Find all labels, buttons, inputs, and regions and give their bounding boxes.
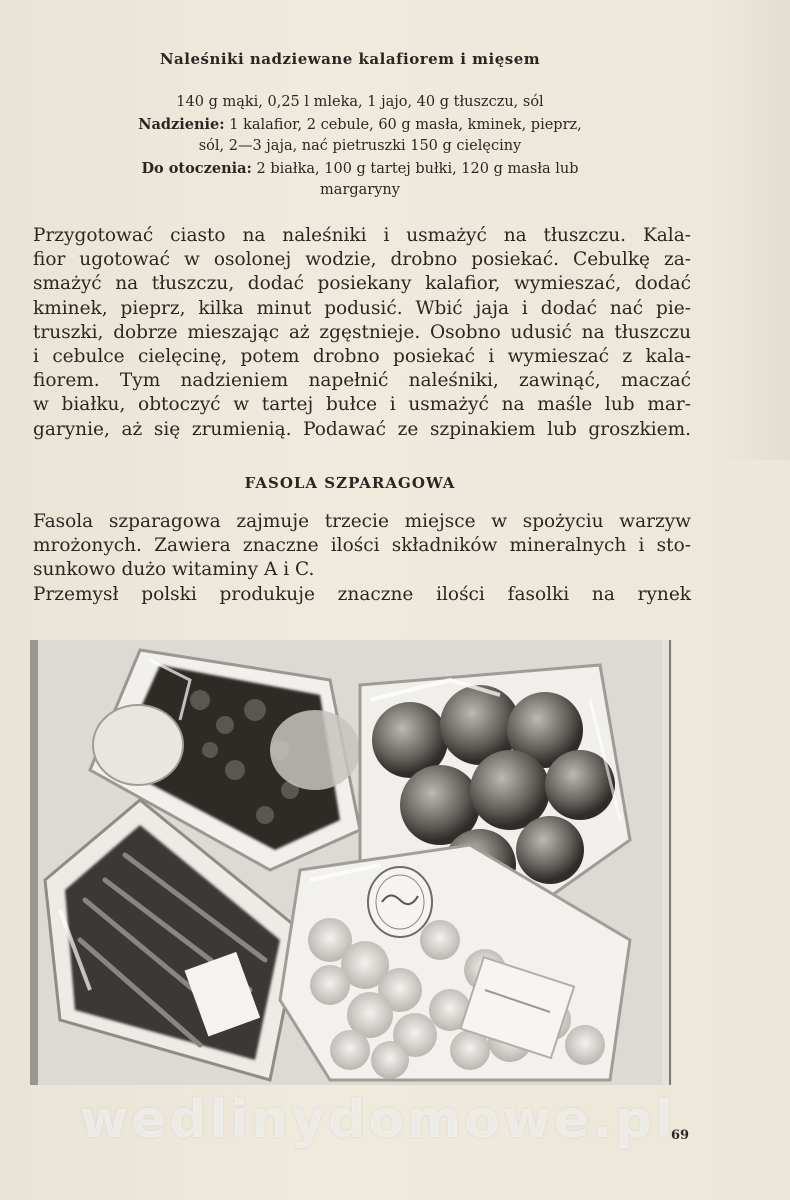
ingredients-line: 140 g mąki, 0,25 l mleka, 1 jajo, 40 g tłuszczu, sól: [176, 94, 544, 110]
instruction-line: truszki, dobrze mieszając aż zgęstnieje. Osobno udusić na tłuszczu: [33, 321, 691, 343]
coating-text-1: 2 białka, 100 g tartej bułki, 120 g masła lub: [256, 160, 579, 177]
instruction-line: fior ugotować w osolonej wodzie, drobno posiekać. Cebulkę za-: [33, 249, 691, 271]
instruction-line: fiorem. Tym nadzieniem napełnić naleśniki, zawinąć, maczać: [33, 370, 691, 392]
filling-line-2: sól, 2—3 jaja, nać pietruszki 150 g cielęciny: [198, 138, 522, 154]
instruction-line: i cebulce cielęcinę, potem drobno posiekać i wymieszać z kala-: [33, 346, 691, 368]
watermark: wedlinydomowe.pl: [80, 1090, 677, 1150]
page-number: 69: [671, 1128, 690, 1143]
coating-line-1: [60, 158, 660, 181]
coating-line-2: margaryny: [320, 182, 400, 198]
instruction-line: w białku, obtoczyć w tartej bułce i usmażyć na maśle lub mar-: [33, 394, 691, 416]
section-heading: FASOLA SZPARAGOWA: [244, 474, 456, 492]
filling-line-1: [60, 114, 660, 137]
photo-illustration: [30, 640, 672, 1085]
paragraph-line: Przemysł polski produkuje znaczne ilości fasolki na rynek: [33, 583, 691, 605]
instruction-line: garynie, aż się zrumienią. Podawać ze szpinakiem lub groszkiem.: [33, 418, 691, 440]
paragraph-line: Fasola szparagowa zajmuje trzecie miejsce w spożyciu warzyw: [33, 511, 691, 532]
instruction-line: smażyć na tłuszczu, dodać posiekany kalafior, wymieszać, dodać: [33, 273, 691, 295]
instruction-line: kminek, pieprz, kilka minut podusić. Wbić jaja i dodać nać pie-: [33, 297, 691, 319]
paragraph-line: sunkowo dużo witaminy A i C.: [33, 559, 315, 581]
instruction-line: Przygotować ciasto na naleśniki i usmażyć na tłuszczu. Kala-: [33, 225, 691, 246]
coating-label: Do otoczenia:: [141, 159, 252, 177]
section-paragraph: [33, 510, 691, 607]
recipe-instructions: [33, 224, 691, 442]
frozen-vegetables-photo: [30, 640, 672, 1085]
recipe-title: Naleśniki nadziewane kalafiorem i mięsem: [159, 50, 541, 68]
filling-text-1: 1 kalafior, 2 cebule, 60 g masła, kminek, pieprz,: [229, 116, 582, 133]
ingredients-block: [60, 92, 660, 202]
brand-seal-icon: [368, 867, 432, 937]
page-bleed-shadow: [720, 0, 790, 460]
paragraph-line: mrożonych. Zawiera znaczne ilości składników mineralnych i sto-: [33, 535, 691, 557]
filling-label: Nadzienie:: [138, 115, 225, 133]
